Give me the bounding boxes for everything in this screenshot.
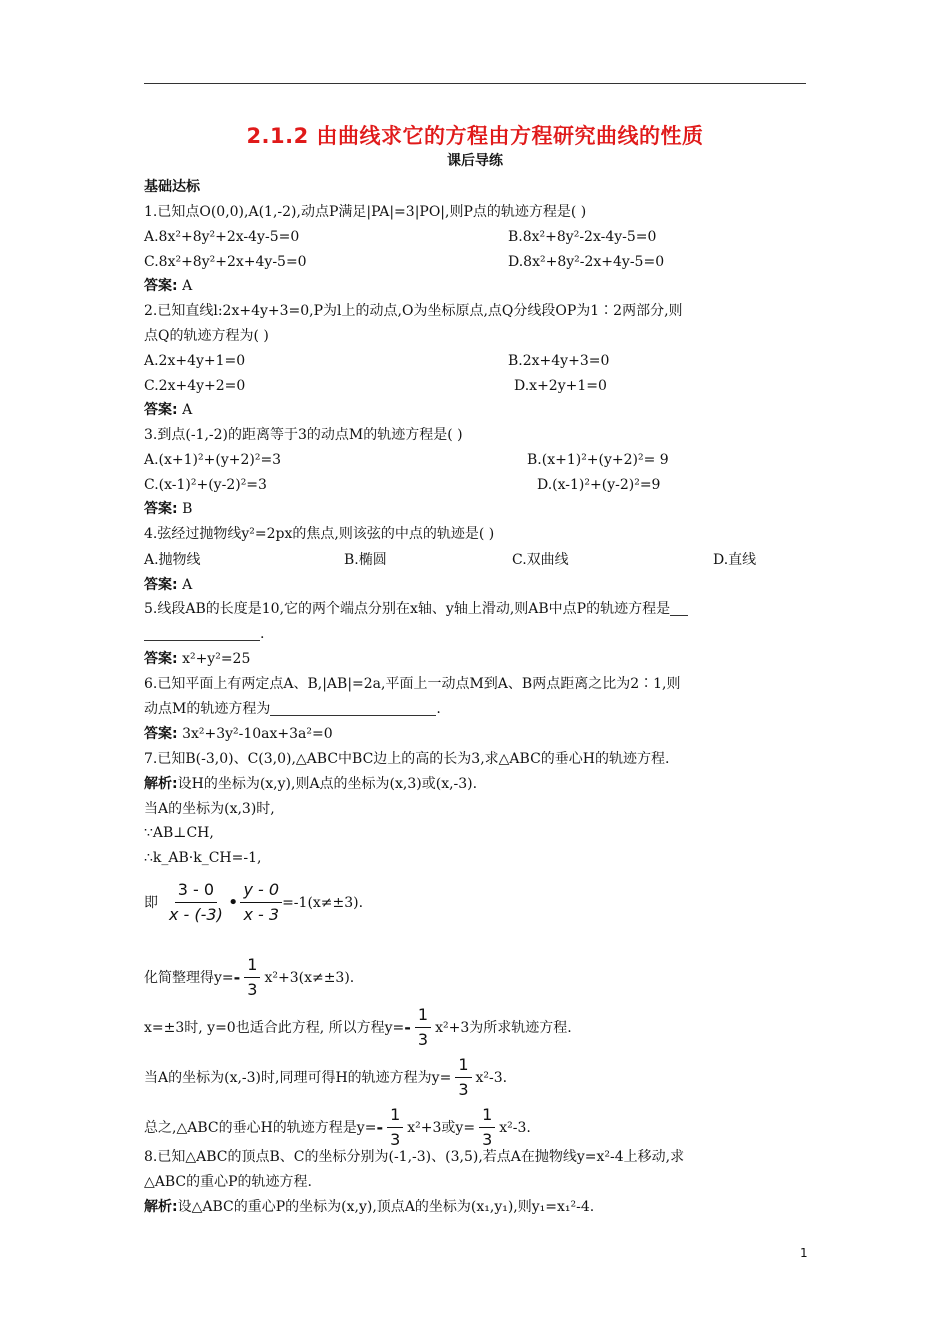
q7-eq-prefix: 即 (144, 894, 158, 911)
one-third-num: 1 (244, 955, 260, 978)
q8-stem-line2: △ABC的重心P的轨迹方程. (144, 1174, 313, 1190)
q4-option-b: B.椭圆 (344, 552, 387, 568)
one-third-num: 1 (455, 1055, 471, 1078)
q3-answer-value: B (182, 501, 193, 517)
q7-a8-prefix: 当A的坐标为(x,-3)时,同理可得H的轨迹方程为y= (144, 1069, 452, 1086)
q7-analysis-2: 当A的坐标为(x,3)时, (144, 801, 275, 817)
q8-stem-line1: 8.已知△ABC的顶点B、C的坐标分别为(-1,-3)、(3,5),若点A在抛物线y=x²-4上移动,求 (144, 1149, 685, 1165)
one-third-den: 3 (247, 980, 258, 999)
one-third-fraction (479, 1105, 495, 1150)
q7-fraction-2 (240, 880, 282, 925)
one-third-den: 3 (458, 1080, 469, 1099)
q7-a9-mid: x²+3或y= (407, 1119, 476, 1136)
q7-a8-suffix: x²-3. (475, 1069, 508, 1086)
q2-stem-line2: 点Q的轨迹方程为( ) (144, 328, 269, 344)
q7-a6-suffix: x²+3(x≠±3). (264, 969, 355, 986)
q7-analysis-1 (144, 775, 477, 793)
q2-answer (144, 401, 192, 419)
q7-fraction-1-den: x - (-3) (169, 905, 223, 924)
one-third-fraction (387, 1105, 403, 1150)
page-number: 1 (800, 1246, 808, 1260)
q6-stem-line1: 6.已知平面上有两定点A、B,|AB|=2a,平面上一动点M到A、B两点距离之比为2∶1,则 (144, 676, 681, 692)
q5-answer (144, 650, 250, 668)
one-third-den: 3 (482, 1130, 493, 1149)
q7-analysis-6 (144, 955, 354, 1000)
one-third-num: 1 (415, 1005, 431, 1028)
answer-label: 答案: (144, 651, 178, 667)
q7-stem: 7.已知B(-3,0)、C(3,0),△ABC中BC边上的高的长为3,求△ABC的垂心H的轨迹方程. (144, 751, 670, 767)
q1-option-b: B.8x²+8y²-2x-4y-5=0 (508, 229, 657, 245)
q6-answer-value: 3x²+3y²-10ax+3a²=0 (182, 726, 333, 742)
q1-stem: 1.已知点O(0,0),A(1,-2),动点P满足|PA|=3|PO|,则P点的轨迹方程是( ) (144, 204, 587, 220)
q7-fraction-equation (144, 880, 363, 925)
q3-option-c: C.(x-1)²+(y-2)²=3 (144, 477, 267, 493)
q7-analysis-9 (144, 1105, 531, 1150)
header-rule (144, 83, 806, 84)
analysis-label: 解析: (144, 1199, 178, 1215)
q7-analysis-4: ∴k_AB·k_CH=-1, (144, 850, 262, 866)
answer-label: 答案: (144, 278, 178, 294)
q8-analysis-1-text: 设△ABC的重心P的坐标为(x,y),顶点A的坐标为(x₁,y₁),则y₁=x₁²-4. (177, 1199, 595, 1215)
q6-stem-line2: 动点M的轨迹方程为 . (144, 701, 441, 717)
q7-fraction-1-num: 3 - 0 (175, 880, 217, 903)
q6-stem-text: 动点M的轨迹方程为 (144, 701, 271, 717)
q3-answer (144, 500, 192, 518)
q7-analysis-1-text: 设H的坐标为(x,y),则A点的坐标为(x,3)或(x,-3). (177, 776, 478, 792)
q7-a7-prefix: x=±3时, y=0也适合此方程, 所以方程y= (144, 1019, 405, 1036)
q7-eq-suffix: =-1(x≠±3). (282, 894, 364, 911)
q1-option-d: D.8x²+8y²-2x+4y-5=0 (508, 254, 665, 270)
q2-option-a: A.2x+4y+1=0 (144, 353, 246, 369)
q7-analysis-3: ∵AB⊥CH, (144, 825, 214, 841)
one-third-fraction (415, 1005, 431, 1050)
answer-label: 答案: (144, 501, 178, 517)
q7-fraction-2-den: x - 3 (243, 905, 280, 924)
q3-option-a: A.(x+1)²+(y+2)²=3 (144, 452, 282, 468)
q1-option-c: C.8x²+8y²+2x+4y-5=0 (144, 254, 307, 270)
q8-analysis-1 (144, 1198, 594, 1216)
q7-analysis-8 (144, 1055, 507, 1100)
one-third-fraction (244, 955, 260, 1000)
minus-sign: - (376, 1117, 384, 1137)
q5-blank-end (670, 601, 688, 616)
analysis-label: 解析: (144, 776, 178, 792)
q4-option-a: A.抛物线 (144, 552, 201, 568)
q6-blank (270, 701, 436, 716)
q2-option-b: B.2x+4y+3=0 (508, 353, 610, 369)
page-title: 2.1.2 由曲线求它的方程由方程研究曲线的性质 (246, 124, 704, 148)
q5-blank-line: . (144, 625, 264, 643)
q3-option-b: B.(x+1)²+(y+2)²= 9 (527, 452, 669, 468)
q5-blank (144, 626, 260, 641)
q7-fraction-1 (166, 880, 226, 925)
q5-answer-value: x²+y²=25 (182, 651, 251, 667)
section-heading: 基础达标 (144, 179, 200, 195)
answer-label: 答案: (144, 577, 178, 593)
q1-answer (144, 277, 192, 295)
q4-option-c: C.双曲线 (512, 552, 569, 568)
one-third-num: 1 (387, 1105, 403, 1128)
one-third-fraction (455, 1055, 471, 1100)
q7-dot: • (227, 891, 239, 913)
q7-analysis-7 (144, 1005, 572, 1050)
q2-option-c: C.2x+4y+2=0 (144, 378, 246, 394)
q4-option-d: D.直线 (713, 552, 757, 568)
q5-stem-text: 5.线段AB的长度是10,它的两个端点分别在x轴、y轴上滑动,则AB中点P的轨迹方程是 (144, 601, 671, 617)
q4-answer (144, 576, 192, 594)
answer-label: 答案: (144, 402, 178, 418)
q7-a9-prefix: 总之,△ABC的垂心H的轨迹方程是y= (144, 1119, 377, 1136)
q7-a7-suffix: x²+3为所求轨迹方程. (435, 1019, 572, 1036)
q3-option-d: D.(x-1)²+(y-2)²=9 (537, 477, 661, 493)
q7-a9-suffix: x²-3. (499, 1119, 531, 1136)
q5-stem (144, 600, 688, 618)
q2-option-d: D.x+2y+1=0 (514, 378, 607, 394)
page-subtitle: 课后导练 (447, 153, 503, 169)
q7-fraction-2-num: y - 0 (240, 880, 282, 903)
q1-option-a: A.8x²+8y²+2x-4y-5=0 (144, 229, 300, 245)
one-third-den: 3 (390, 1130, 401, 1149)
q3-stem: 3.到点(-1,-2)的距离等于3的动点M的轨迹方程是( ) (144, 427, 463, 443)
q7-a6-prefix: 化简整理得y= (144, 969, 234, 986)
answer-label: 答案: (144, 726, 178, 742)
minus-sign: - (404, 1017, 411, 1037)
q4-answer-value: A (182, 577, 193, 593)
q6-answer (144, 725, 333, 743)
one-third-num: 1 (479, 1105, 495, 1128)
q2-answer-value: A (182, 402, 193, 418)
q4-stem: 4.弦经过抛物线y²=2px的焦点,则该弦的中点的轨迹是( ) (144, 526, 495, 542)
q1-answer-value: A (182, 278, 193, 294)
q2-stem-line1: 2.已知直线l:2x+4y+3=0,P为l上的动点,O为坐标原点,点Q分线段OP为1∶2两部分,则 (144, 303, 683, 319)
one-third-den: 3 (417, 1030, 429, 1049)
minus-sign: - (233, 967, 241, 987)
